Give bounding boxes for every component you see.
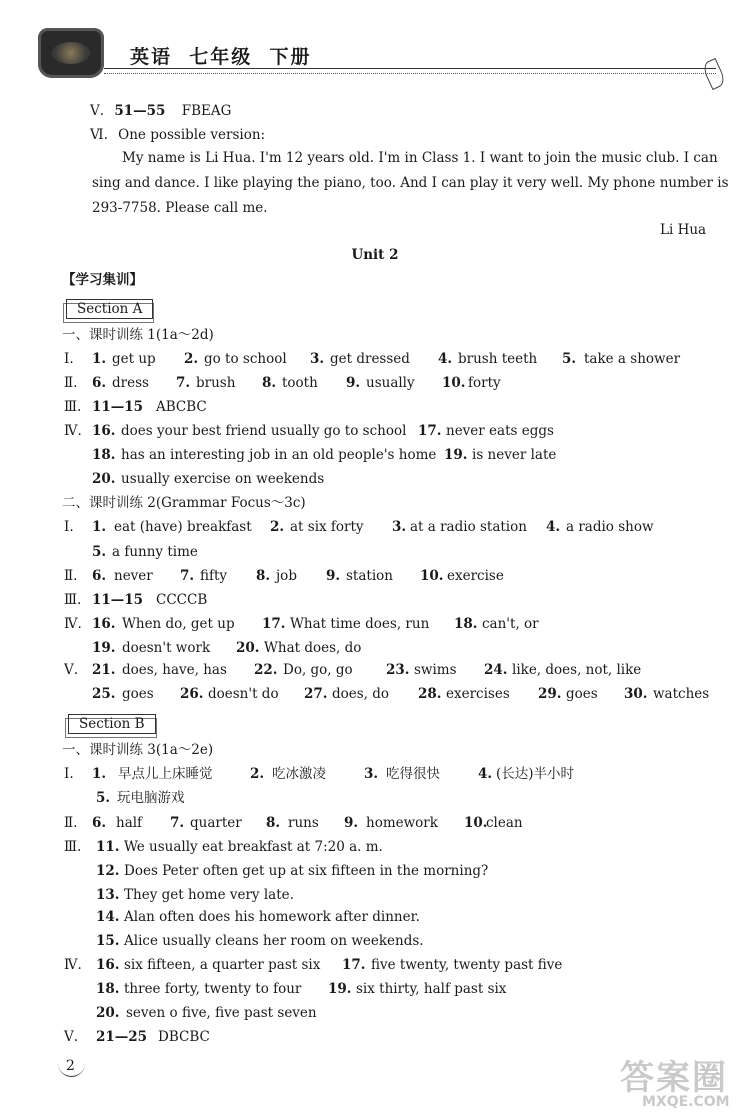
roman-numeral: Ⅰ.	[64, 766, 74, 782]
answer-text: Alan often does his homework after dinner.	[124, 909, 420, 925]
answer-text: six fifteen, a quarter past six	[124, 957, 321, 973]
item-number: 2.	[184, 351, 199, 367]
essay-signature: Li Hua	[660, 222, 707, 238]
answer-text: go to school	[204, 351, 287, 367]
answer-text: One possible version:	[118, 127, 266, 143]
item-number: 1.	[92, 519, 107, 535]
answer-text: brush	[196, 375, 236, 391]
question-range: 21—25	[96, 1029, 148, 1045]
answer-text: quarter	[190, 815, 242, 831]
roman-numeral: Ⅲ.	[64, 839, 82, 855]
answer-text: brush teeth	[458, 351, 538, 367]
item-number: 1.	[92, 351, 107, 367]
item-number: 14.	[96, 909, 120, 925]
item-number: 9.	[326, 568, 341, 584]
answer-text: Do, go, go	[283, 662, 353, 678]
roman-numeral: Ⅲ.	[64, 592, 82, 608]
item-number: 30.	[624, 686, 648, 702]
question-range: 51—55	[114, 103, 166, 119]
item-number: 18.	[454, 616, 478, 632]
item-number: 17.	[262, 616, 286, 632]
item-number: 10.	[420, 568, 444, 584]
item-number: 20.	[96, 1005, 120, 1021]
answer-text: exercises	[446, 686, 510, 702]
item-number: 21.	[92, 662, 116, 678]
lesson-2-title: 二、课时训练 2(Grammar Focus～3c)	[62, 495, 306, 511]
item-number: 2.	[250, 766, 265, 782]
item-number: 8.	[256, 568, 271, 584]
roman-numeral: Ⅳ.	[64, 957, 82, 973]
answer-text: Does Peter often get up at six fifteen in the morning?	[124, 863, 489, 879]
item-number: 5.	[562, 351, 577, 367]
item-number: 7.	[180, 568, 195, 584]
answer-text: swims	[414, 662, 457, 678]
item-number: 5.	[92, 544, 107, 560]
item-number: 19.	[444, 447, 468, 463]
lesson-3-title: 一、课时训练 3(1a～2e)	[62, 742, 214, 758]
unit-title: Unit 2	[351, 247, 399, 263]
answer-text: get dressed	[330, 351, 410, 367]
roman-numeral: Ⅳ.	[64, 616, 82, 632]
item-number: 20.	[236, 640, 260, 656]
watermark-logo-text: 答案圈	[620, 1058, 728, 1098]
answer-text: FBEAG	[181, 103, 232, 119]
answer-text: doesn't work	[122, 640, 211, 656]
item-number: 9.	[346, 375, 361, 391]
answer-text: doesn't do	[208, 686, 279, 702]
site-watermark	[612, 1050, 746, 1114]
item-number: 29.	[538, 686, 562, 702]
answer-line-v	[90, 101, 231, 121]
answer-text: When do, get up	[122, 616, 235, 632]
item-number: 23.	[386, 662, 410, 678]
item-number: 16.	[92, 423, 116, 439]
answer-text: never eats eggs	[446, 423, 554, 439]
answer-text: exercise	[447, 568, 504, 584]
item-number: 24.	[484, 662, 508, 678]
page-header	[0, 0, 750, 95]
answer-text: ABCBC	[156, 399, 207, 415]
answer-text: What does, do	[264, 640, 362, 656]
item-number: 16.	[96, 957, 120, 973]
answer-text: can't, or	[482, 616, 539, 632]
item-number: 4.	[438, 351, 453, 367]
essay-line-3: 293-7758. Please call me.	[92, 200, 268, 216]
item-number: 11.	[96, 839, 120, 855]
answer-text: take a shower	[584, 351, 681, 367]
watermark-url: MXQE.COM	[642, 1094, 730, 1110]
answer-text: DBCBC	[158, 1029, 210, 1045]
answer-text: three forty, twenty to four	[124, 981, 302, 997]
answer-line-vi	[90, 125, 265, 145]
answer-text: What time does, run	[290, 616, 430, 632]
book-logo-icon	[38, 28, 104, 78]
item-number: 9.	[344, 815, 359, 831]
item-number: 10.	[464, 815, 488, 831]
answer-text: 早点儿上床睡觉	[118, 766, 213, 782]
answer-text: 玩电脑游戏	[117, 790, 185, 806]
roman-numeral: Ⅲ.	[64, 399, 82, 415]
item-number: 1.	[92, 766, 107, 782]
section-a-label: Section A	[66, 299, 153, 319]
essay-line-1: My name is Li Hua. I'm 12 years old. I'm in Class 1. I want to join the music club. I can	[122, 150, 718, 166]
item-number: 8.	[266, 815, 281, 831]
answer-text: half	[116, 815, 143, 831]
item-number: 4.	[546, 519, 561, 535]
item-number: 12.	[96, 863, 120, 879]
item-number: 3.	[364, 766, 379, 782]
answer-text: They get home very late.	[124, 887, 294, 903]
item-number: 6.	[92, 568, 107, 584]
item-number: 4.	[478, 766, 493, 782]
item-number: 19.	[328, 981, 352, 997]
answer-text: We usually eat breakfast at 7:20 a. m.	[124, 839, 383, 855]
item-number: 2.	[270, 519, 285, 535]
answer-text: goes	[566, 686, 598, 702]
answer-text: (长达)半小时	[496, 766, 575, 782]
item-number: 3.	[392, 519, 407, 535]
item-number: 6.	[92, 375, 107, 391]
answer-text: usually	[366, 375, 415, 391]
answer-text: station	[346, 568, 393, 584]
answer-text: is never late	[472, 447, 557, 463]
answer-text: a radio show	[566, 519, 654, 535]
answer-text: a funny time	[112, 544, 198, 560]
item-number: 27.	[304, 686, 328, 702]
answer-text: at six forty	[290, 519, 364, 535]
item-number: 26.	[180, 686, 204, 702]
item-number: 22.	[254, 662, 278, 678]
item-number: 20.	[92, 471, 116, 487]
answer-text: usually exercise on weekends	[121, 471, 325, 487]
essay-line-2: sing and dance. I like playing the piano, too. And I can play it very well. My phone number is	[92, 175, 729, 191]
header-divider	[104, 68, 716, 69]
answer-text: at a radio station	[410, 519, 527, 535]
roman-numeral: Ⅳ.	[64, 423, 82, 439]
answer-text: seven o five, five past seven	[126, 1005, 317, 1021]
answer-text: 吃得很快	[386, 766, 440, 782]
answer-text: eat (have) breakfast	[114, 519, 252, 535]
roman-numeral: Ⅱ.	[64, 568, 78, 584]
answer-text: does, do	[332, 686, 390, 702]
roman-numeral: Ⅱ.	[64, 815, 78, 831]
item-number: 25.	[92, 686, 116, 702]
item-number: 5.	[96, 790, 111, 806]
item-number: 6.	[92, 815, 107, 831]
roman-numeral: Ⅴ.	[64, 1029, 79, 1045]
answer-text: never	[114, 568, 153, 584]
answer-text: homework	[366, 815, 438, 831]
item-number: 7.	[170, 815, 185, 831]
item-number: 8.	[262, 375, 277, 391]
answer-text: 吃冰激凌	[272, 766, 326, 782]
item-number: 28.	[418, 686, 442, 702]
answer-text: runs	[288, 815, 319, 831]
answer-text: like, does, not, like	[512, 662, 642, 678]
question-number: Ⅴ.	[90, 103, 105, 119]
item-number: 13.	[96, 887, 120, 903]
leaf-decoration-icon	[701, 58, 727, 90]
header-title: 英语 七年级 下册	[130, 46, 312, 68]
answer-text: five twenty, twenty past five	[371, 957, 563, 973]
answer-text: tooth	[282, 375, 318, 391]
answer-text: fifty	[200, 568, 228, 584]
item-number: 3.	[310, 351, 325, 367]
roman-numeral: Ⅴ.	[64, 662, 79, 678]
question-number: Ⅵ.	[90, 127, 108, 143]
answer-text: dress	[112, 375, 149, 391]
answer-text: does your best friend usually go to school	[121, 423, 407, 439]
answer-text: six thirty, half past six	[356, 981, 507, 997]
section-b-label: Section B	[68, 714, 156, 734]
item-number: 7.	[176, 375, 191, 391]
lesson-1-title: 一、课时训练 1(1a～2d)	[62, 327, 214, 343]
answer-text: does, have, has	[122, 662, 227, 678]
question-range: 11—15	[92, 399, 144, 415]
answer-text: forty	[468, 375, 501, 391]
answer-text: job	[276, 568, 297, 584]
roman-numeral: Ⅰ.	[64, 351, 74, 367]
answer-text: get up	[112, 351, 156, 367]
item-number: 19.	[92, 640, 116, 656]
answer-text: watches	[653, 686, 710, 702]
item-number: 17.	[418, 423, 442, 439]
question-range: 11—15	[92, 592, 144, 608]
item-number: 18.	[96, 981, 120, 997]
answer-text: CCCCB	[156, 592, 208, 608]
study-section-label: 【学习集训】	[62, 272, 143, 288]
item-number: 17.	[342, 957, 366, 973]
page-number: 2	[58, 1058, 85, 1077]
answer-text: Alice usually cleans her room on weekends.	[124, 933, 424, 949]
header-dotted-divider	[104, 73, 716, 74]
answer-text: goes	[122, 686, 154, 702]
item-number: 16.	[92, 616, 116, 632]
roman-numeral: Ⅰ.	[64, 519, 74, 535]
roman-numeral: Ⅱ.	[64, 375, 78, 391]
answer-text: has an interesting job in an old people's home	[121, 447, 437, 463]
answer-text: clean	[486, 815, 523, 831]
item-number: 18.	[92, 447, 116, 463]
item-number: 10.	[442, 375, 466, 391]
item-number: 15.	[96, 933, 120, 949]
